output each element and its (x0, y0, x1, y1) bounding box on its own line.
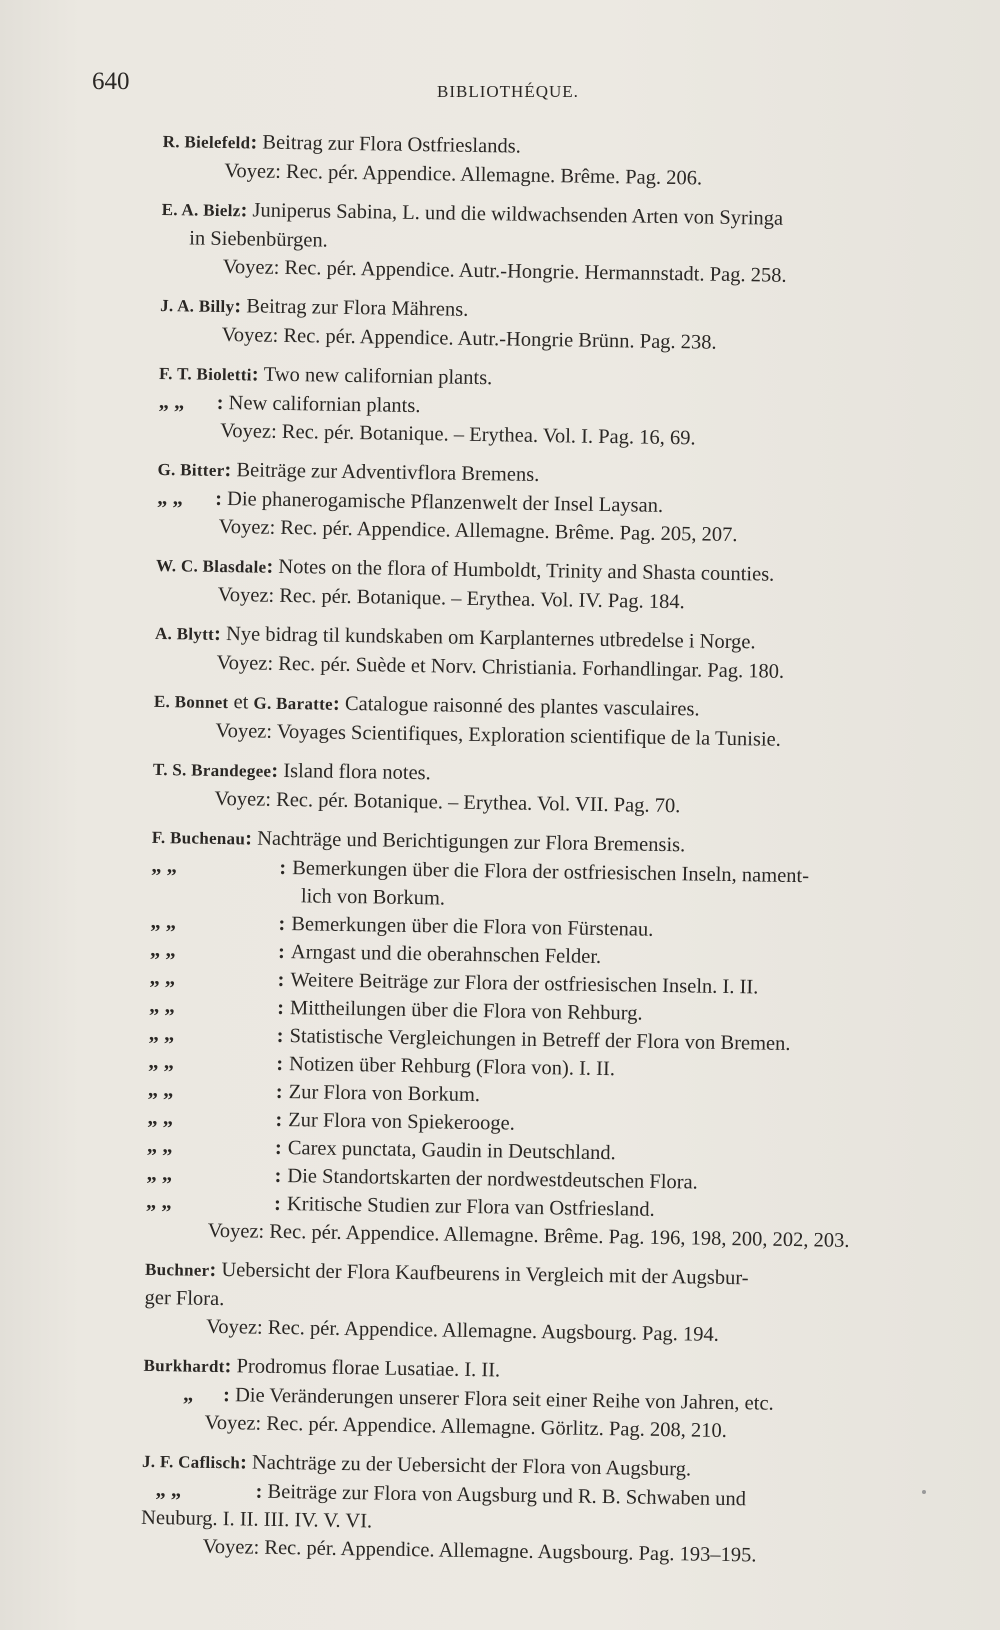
ditto-item: „ „ : Bemerkungen über die Flora von Fürstenau. (150, 908, 920, 948)
ditto-item: „ „ : Carex punctata, Gaudin in Deutschland. (147, 1132, 917, 1172)
ditto-mark: „ „ (149, 938, 176, 962)
entry-bioletti: F. T. Bioletti: Two new californian plants. „ „ : New californian plants. Voyez: Rec. pér. Botanique. – Erythea. Vol. I. Pag. 16, 69. (158, 359, 929, 456)
ditto-item: „ „ : Notizen über Rehburg (Flora von). I. II. (148, 1048, 918, 1088)
entry-voyez: Voyez: Rec. pér. Appendice. Allemagne. Augsbourg. Pag. 193–195. (202, 1535, 757, 1567)
entry-title: Nachträge zu der Uebersicht der Flora von Augsburg. (251, 1451, 692, 1481)
entry-author: W. C. Blasdale (155, 555, 267, 577)
entry-title-cont: lich von Borkum. (300, 885, 446, 910)
ditto-item: „ „ : Die Standortskarten der nordwestdeutschen Flora. (146, 1160, 916, 1200)
ditto-mark: „ „ (149, 994, 175, 1018)
entry-title: Die phanerogamische Pflanzenwelt der Insel Laysan. (226, 488, 664, 517)
ditto-mark: „ „ (158, 390, 185, 414)
entry-author: G. Bitter (157, 459, 225, 481)
entry-title: Mittheilungen über die Flora von Rehburg. (289, 997, 643, 1025)
ditto-mark: „ „ (148, 1050, 175, 1074)
entry-author: F. Buchenau (151, 827, 246, 849)
ditto-item: „ „ : Statistische Vergleichungen in Betreff der Flora von Bremen. (149, 1020, 919, 1060)
entry-burkhardt: Burkhardt: Prodromus florae Lusatiae. I. II. „ : Die Veränderungen unserer Flora seit einer Reihe von Jahren, etc. Voyez: Rec. pér. Appendice. Allemagne. Görlitz. Pag. 208, 210. (142, 1351, 913, 1448)
entry-author: E. A. Bielz (161, 199, 241, 221)
entry-title: Arngast und die oberahnschen Felder. (290, 941, 602, 968)
entry-author: E. Bonnet (153, 691, 229, 713)
entry-title: Notizen über Rehburg (Flora von). I. II. (288, 1053, 616, 1081)
entry-blasdale: W. C. Blasdale: Notes on the flora of Humboldt, Trinity and Shasta counties. Voyez: Rec. pér. Botanique. – Erythea. Vol. IV. Pag. 184. (155, 551, 926, 620)
entry-title: Uebersicht der Flora Kaufbeurens in Vergleich mit der Augsbur- (221, 1259, 749, 1290)
entry-voyez: Voyez: Rec. pér. Appendice. Allemagne. Görlitz. Pag. 208, 210. (204, 1411, 728, 1443)
entry-title: Statistische Vergleichungen in Betreff der Flora von Bremen. (289, 1025, 791, 1055)
ditto-item: „ „ : Zur Flora von Borkum. (148, 1076, 918, 1116)
entry-title-cont: ger Flora. (144, 1286, 225, 1311)
entry-blytt: A. Blytt: Nye bidrag til kundskaben om Karplanternes utbredelse i Norge. Voyez: Rec. pér. Suède et Norv. Christiania. Forhandlingar. Pag. 180. (154, 619, 925, 688)
entry-author: Burkhardt (143, 1355, 225, 1377)
ditto-mark: „ „ (149, 966, 176, 990)
entry-voyez: Voyez: Rec. pér. Appendice. Autr.-Hongrie. Hermannstadt. Pag. 258. (222, 255, 787, 287)
page-header (0, 68, 1000, 108)
entry-title: Bemerkungen über die Flora der ostfriesischen Inseln, nament- (292, 857, 810, 888)
entry-title: Nye bidrag til kundskaben om Karplanternes utbredelse i Norge. (225, 623, 756, 654)
entry-title: Juniperus Sabina, L. und die wildwachsenden Arten von Syringa (252, 199, 784, 230)
entry-title: Prodromus florae Lusatiae. I. II. (236, 1355, 501, 1382)
entry-bielz: E. A. Bielz: Juniperus Sabina, L. und die wildwachsenden Arten von Syringa in Siebenbürgen. Voyez: Rec. pér. Appendice. Autr.-Hongrie. Hermannstadt. Pag. 258. (161, 195, 932, 292)
entry-author: R. Bielefeld (162, 131, 251, 153)
ditto-mark: „ „ (151, 854, 178, 878)
entry-author: A. Blytt (154, 623, 215, 644)
entry-bitter: G. Bitter: Beiträge zur Adventivflora Bremens. „ „ : Die phanerogamische Pflanzenwelt der Insel Laysan. Voyez: Rec. pér. Appendice. Allemagne. Brême. Pag. 205, 207. (157, 455, 928, 552)
conjunction: et (233, 691, 249, 714)
entry-title: Beiträge zur Flora von Augsburg und R. B. Schwaben und (267, 1480, 747, 1511)
ditto-mark: „ „ (147, 1078, 174, 1102)
entry-title: Two new californian plants. (263, 363, 493, 390)
entry-buchner: Buchner: Uebersicht der Flora Kaufbeurens in Vergleich mit der Augsbur- ger Flora. Voyez: Rec. pér. Appendice. Allemagne. Augsbourg. Pag. 194. (144, 1255, 915, 1352)
entry-author: F. T. Bioletti (158, 363, 252, 385)
entry-title: Weitere Beiträge zur Flora der ostfriesischen Inseln. I. II. (290, 969, 759, 999)
entry-voyez: Voyez: Rec. pér. Botanique. – Erythea. Vol. VII. Pag. 70. (214, 787, 681, 818)
ditto-item: „ „ : Weitere Beiträge zur Flora der ostfriesischen Inseln. I. II. (149, 964, 919, 1004)
entry-title: Beitrag zur Flora Mährens. (246, 295, 469, 321)
entry-caflisch: J. F. Caflisch: Nachträge zu der Uebersicht der Flora von Augsburg. „ „ : Beiträge zur Flora von Augsburg und R. B. Schwaben und Neuburg. I. II. III. IV. V. VI. Voyez: Rec. pér. Appendice. Allemagne. Augsbourg. Pag. 193–195. (140, 1447, 912, 1572)
entry-author: G. Baratte (253, 693, 334, 714)
entry-title: Die Standortskarten der nordwestdeutschen Flora. (287, 1165, 698, 1194)
ditto-mark: „ „ (156, 486, 183, 510)
ditto-mark: „ „ (146, 1134, 173, 1158)
entry-title: Zur Flora von Spiekerooge. (288, 1109, 515, 1135)
ditto-mark: „ „ (146, 1162, 173, 1186)
entry-voyez: Voyez: Rec. pér. Botanique. – Erythea. Vol. IV. Pag. 184. (217, 583, 685, 614)
entry-title: Catalogue raisonné des plantes vasculaires. (344, 692, 700, 721)
entry-voyez: Voyez: Rec. pér. Appendice. Allemagne. Brême. Pag. 205, 207. (218, 515, 738, 547)
entry-title: Nachträge und Berichtigungen zur Flora Bremensis. (256, 827, 686, 857)
entry-title: Notes on the flora of Humboldt, Trinity and Shasta counties. (278, 555, 775, 586)
entry-title: Kritische Studien zur Flora van Ostfriesland. (286, 1193, 655, 1221)
entry-author: J. A. Billy (160, 295, 235, 317)
ditto-item: „ „ : Bemerkungen über die Flora der ostfriesischen Inseln, nament- (151, 852, 921, 892)
entry-author: Buchner (144, 1259, 210, 1280)
ditto-mark: „ „ (148, 1022, 175, 1046)
entry-title: Island flora notes. (283, 759, 431, 785)
entry-author: J. F. Caflisch (141, 1451, 241, 1473)
entry-author: T. S. Brandegee (152, 759, 272, 781)
ditto-item: „ „ : Arngast und die oberahnschen Felder. (150, 936, 920, 976)
entry-title-cont: in Siebenbürgen. (189, 227, 328, 252)
ditto-mark: „ (182, 1383, 194, 1406)
entry-title: Carex punctata, Gaudin in Deutschland. (287, 1137, 616, 1165)
entry-title: Die Veränderungen unserer Flora seit einer Reihe von Jahren, etc. (234, 1384, 774, 1415)
entry-title: Beiträge zur Adventivflora Bremens. (236, 459, 540, 486)
entry-voyez: Voyez: Rec. pér. Appendice. Allemagne. Brême. Pag. 206. (224, 159, 703, 190)
entry-title: Beitrag zur Flora Ostfrieslands. (262, 131, 521, 158)
entry-title: Zur Flora von Borkum. (288, 1081, 481, 1107)
running-title: BIBLIOTHÉQUE. (437, 82, 579, 101)
entry-billy: J. A. Billy: Beitrag zur Flora Mährens. Voyez: Rec. pér. Appendice. Autr.-Hongrie Brünn. Pag. 238. (160, 291, 931, 360)
entry-voyez: Voyez: Rec. pér. Botanique. – Erythea. Vol. I. Pag. 16, 69. (220, 419, 696, 450)
bibliography-list (140, 127, 933, 1583)
ditto-item: „ „ : Mittheilungen über die Flora von Rehburg. (149, 992, 919, 1032)
entry-buchenau: F. Buchenau: Nachträge und Berichtigungen zur Flora Bremensis. „ „ : Bemerkungen über die Flora der ostfriesischen Inseln, nament- lich von Borkum. „ „ : Bemerkungen über die Flora von Fürstenau. „ „ : Arngast und die oberahnschen Felder. „ „ : Weitere Beiträge zur Flora der ostfriesischen Inseln. I. II. „ „ : Mittheilungen über die Flora von Rehburg. „ „ : Statistische Vergleichungen in Betreff der Flora von Bremen. „ „ : Notizen über Rehburg (Flora von). I. II. „ „ : Zur Flora von Borkum. „ „ : Zur Flora von Spiekerooge. „ „ : Carex punctata, Gaudin in Deutschland. „ „ : Die Standortskarten der nordwestdeutschen Flora. „ „ : Kritische Studien zur Flora van Ostfriesland. Voyez: Rec. pér. Appendice. Allemagne. Brême. Pag. 196, 198, 200, 202, 203. (145, 823, 922, 1256)
entry-bonnet-baratte: E. Bonnet et G. Baratte: Catalogue raisonné des plantes vasculaires. Voyez: Voyages Scientifiques, Exploration scientifique de la Tunisie. (153, 687, 924, 756)
entry-title: Bemerkungen über die Flora von Fürstenau. (291, 913, 654, 941)
entry-title-cont: Neuburg. I. II. III. IV. V. VI. (140, 1506, 373, 1533)
entry-voyez: Voyez: Rec. pér. Appendice. Allemagne. Brême. Pag. 196, 198, 200, 202, 203. (207, 1219, 850, 1252)
entry-brandegee: T. S. Brandegee: Island flora notes. Voyez: Rec. pér. Botanique. – Erythea. Vol. VII. Pag. 70. (152, 755, 923, 824)
ditto-mark: „ „ (155, 1479, 182, 1502)
ditto-mark: „ „ (147, 1106, 174, 1130)
page-number: 640 (92, 68, 130, 95)
ditto-mark: „ „ (150, 910, 177, 934)
entry-voyez: Voyez: Rec. pér. Suède et Norv. Christiania. Forhandlingar. Pag. 180. (216, 651, 785, 683)
ditto-item: „ „ : Kritische Studien zur Flora van Ostfriesland. (146, 1188, 916, 1228)
ditto-item: „ „ : Zur Flora von Spiekerooge. (147, 1104, 917, 1144)
entry-voyez: Voyez: Rec. pér. Appendice. Autr.-Hongrie Brünn. Pag. 238. (221, 323, 717, 354)
speck (922, 1490, 926, 1494)
entry-voyez: Voyez: Rec. pér. Appendice. Allemagne. Augsbourg. Pag. 194. (205, 1315, 720, 1346)
entry-bielefeld: R. Bielefeld: Beitrag zur Flora Ostfrieslands. Voyez: Rec. pér. Appendice. Allemagne. Brême. Pag. 206. (162, 127, 933, 196)
ditto-mark: „ „ (145, 1190, 172, 1214)
entry-voyez: Voyez: Voyages Scientifiques, Exploration scientifique de la Tunisie. (215, 719, 782, 751)
entry-title: New californian plants. (228, 392, 421, 418)
